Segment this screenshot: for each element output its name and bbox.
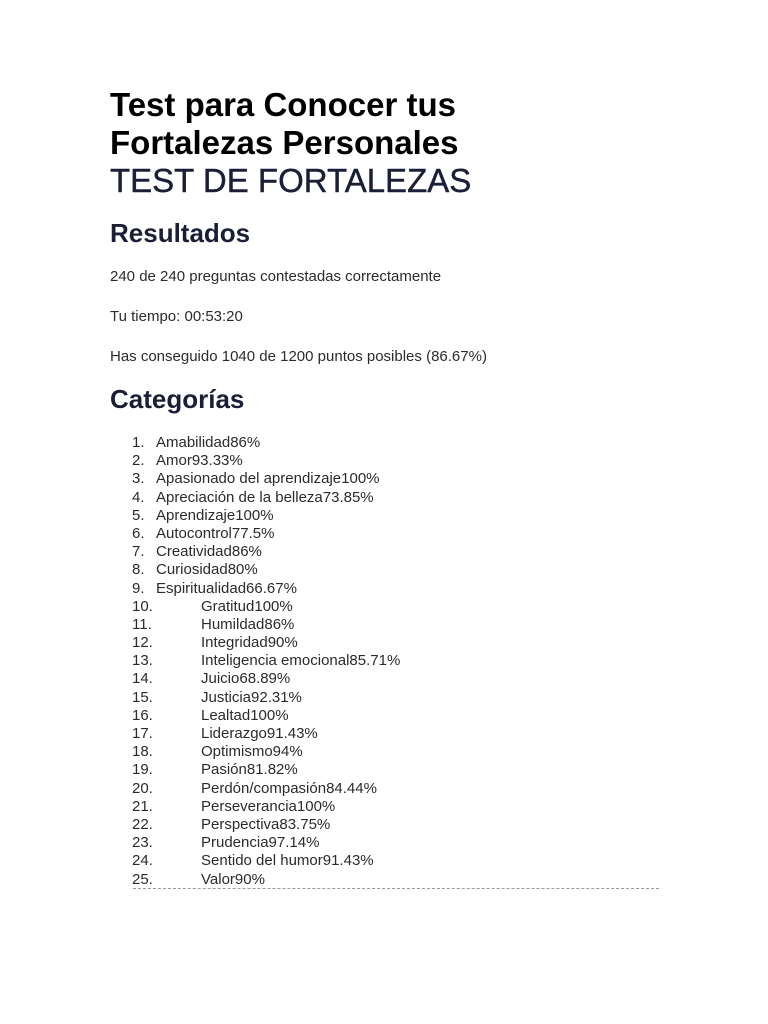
list-item-label: Autocontrol77.5% xyxy=(156,524,275,542)
list-item-number: 10. xyxy=(132,597,153,615)
list-item-number: 20. xyxy=(132,779,153,797)
list-item-label: Valor90% xyxy=(201,870,265,888)
list-item-label: Espiritualidad66.67% xyxy=(156,579,297,597)
list-item-label: Humildad86% xyxy=(201,615,295,633)
list-item-number: 5. xyxy=(132,506,145,524)
list-item xyxy=(110,525,730,543)
list-item-number: 1. xyxy=(132,434,145,451)
list-item-number: 19. xyxy=(132,761,153,779)
list-item xyxy=(110,707,730,725)
list-item xyxy=(110,780,730,798)
list-item xyxy=(110,561,730,579)
list-item-number: 14. xyxy=(132,670,153,688)
results-heading: Resultados xyxy=(110,218,251,248)
list-item-number: 22. xyxy=(132,815,153,833)
list-item-number: 15. xyxy=(132,688,153,706)
list-item-label: Creatividad86% xyxy=(156,543,262,561)
list-item xyxy=(110,743,730,761)
list-item-number: 11. xyxy=(132,615,152,633)
score-summary: Has conseguido 1040 de 1200 puntos posibles (86.67%) xyxy=(110,348,487,365)
list-item xyxy=(110,689,730,707)
list-item-label: Curiosidad80% xyxy=(156,561,258,579)
category-list xyxy=(110,434,730,889)
list-item-label: Sentido del humor91.43% xyxy=(201,852,374,870)
list-item-label: Justicia92.31% xyxy=(201,688,302,706)
list-item xyxy=(110,725,730,743)
list-item-label: Optimismo94% xyxy=(201,743,303,761)
list-item xyxy=(110,652,730,670)
list-item xyxy=(110,470,730,488)
list-item-number: 17. xyxy=(132,725,153,742)
list-item-number: 24. xyxy=(132,852,153,870)
list-item-label: Apasionado del aprendizaje100% xyxy=(156,470,380,488)
list-item-label: Prudencia97.14% xyxy=(201,834,320,852)
list-item-label: Apreciación de la belleza73.85% xyxy=(156,488,374,506)
list-item-number: 3. xyxy=(132,470,145,488)
list-item xyxy=(110,434,730,452)
list-item xyxy=(110,852,730,870)
list-item-label: Amabilidad86% xyxy=(156,434,261,451)
list-item xyxy=(110,798,730,816)
list-item-label: Integridad90% xyxy=(201,634,298,652)
list-item-number: 8. xyxy=(132,561,145,579)
list-item-label: Perspectiva83.75% xyxy=(201,815,331,833)
answered-count: 240 de 240 preguntas contestadas correctamente xyxy=(110,268,442,285)
list-item xyxy=(110,871,730,889)
list-item xyxy=(110,452,730,470)
list-item-number: 6. xyxy=(132,524,145,542)
list-item-label: Liderazgo91.43% xyxy=(201,725,318,742)
list-item-number: 18. xyxy=(132,743,153,761)
list-item-label: Perseverancia100% xyxy=(201,797,336,815)
list-item-number: 21. xyxy=(132,797,153,815)
list-item-number: 13. xyxy=(132,652,153,670)
list-item xyxy=(110,834,730,852)
list-item xyxy=(110,816,730,834)
list-item-number: 23. xyxy=(132,834,153,852)
list-item xyxy=(110,580,730,598)
list-item xyxy=(110,598,730,616)
document-page xyxy=(110,86,730,889)
list-item-number: 16. xyxy=(132,706,153,724)
list-item xyxy=(110,543,730,561)
list-item xyxy=(110,634,730,652)
list-item-number: 7. xyxy=(132,543,145,561)
dashed-divider xyxy=(133,888,659,889)
list-item xyxy=(110,489,730,507)
list-item xyxy=(110,670,730,688)
page-subtitle: TEST DE FORTALEZAS xyxy=(110,162,472,199)
list-item-label: Inteligencia emocional85.71% xyxy=(201,652,401,670)
list-item-number: 12. xyxy=(132,634,153,652)
title-line-1: Test para Conocer tus xyxy=(110,86,456,123)
list-item-label: Juicio68.89% xyxy=(201,670,291,688)
list-item xyxy=(110,507,730,525)
list-item-label: Amor93.33% xyxy=(156,452,243,470)
list-item-number: 2. xyxy=(132,452,145,470)
list-item-label: Perdón/compasión84.44% xyxy=(201,779,377,797)
list-item-label: Aprendizaje100% xyxy=(156,506,274,524)
page-title xyxy=(110,86,730,162)
list-item-label: Lealtad100% xyxy=(201,706,289,724)
list-item xyxy=(110,761,730,779)
elapsed-time: Tu tiempo: 00:53:20 xyxy=(110,308,243,325)
list-item-number: 25. xyxy=(132,870,153,888)
list-item-label: Pasión81.82% xyxy=(201,761,298,779)
list-item-number: 4. xyxy=(132,488,145,506)
list-item-number: 9. xyxy=(132,579,145,597)
list-item xyxy=(110,616,730,634)
list-item-label: Gratitud100% xyxy=(201,597,293,615)
categories-heading: Categorías xyxy=(110,384,245,414)
title-line-2: Fortalezas Personales xyxy=(110,124,459,161)
